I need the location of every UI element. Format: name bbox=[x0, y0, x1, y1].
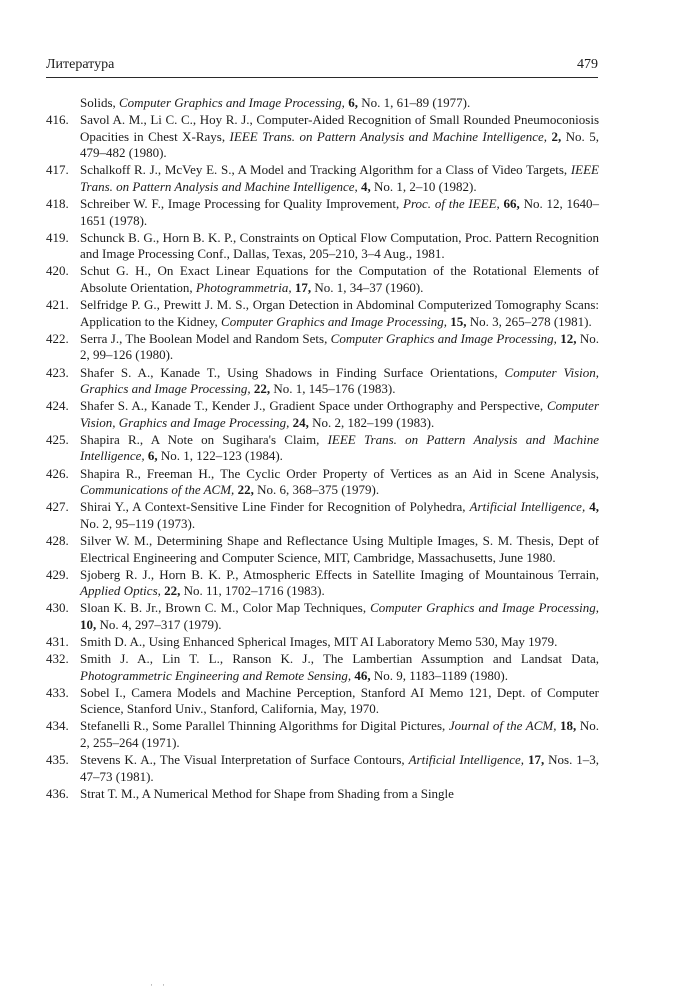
reference-list bbox=[46, 95, 599, 803]
reference-entry bbox=[46, 95, 599, 112]
reference-text: Smith J. A., Lin T. L., Ranson K. J., The Lambertian Assumption and Landsat Data, bbox=[80, 651, 599, 667]
reference-text: No. 6, 368–375 (1979). bbox=[253, 482, 380, 498]
reference-text: Solids, bbox=[80, 95, 120, 110]
reference-text: No. 1, 122–123 (1984). bbox=[157, 448, 283, 464]
reference-entry bbox=[46, 718, 599, 751]
reference-entry bbox=[46, 196, 599, 229]
reference-entry bbox=[46, 230, 599, 263]
reference-text: Schunck B. G., Horn B. K. P., Constraints on Optical Flow Computation, Proc. Pattern Recognition and Image Processing Conf., Dallas, Texas, 205–210, 3–4 Aug., 1981. bbox=[80, 229, 599, 262]
reference-text: Sobel I., Camera Models and Machine Perception, Stanford AI Memo 121, Dept. of Computer Science, Stanford Univ., Stanford, California, May, 1970. bbox=[80, 684, 599, 717]
reference-number: 433. bbox=[46, 684, 69, 700]
reference-text: No. 1, 34–37 (1960). bbox=[311, 280, 424, 296]
reference-entry bbox=[46, 432, 599, 465]
reference-entry bbox=[46, 297, 599, 330]
journal-title: IEEE Trans. on Pattern Analysis and Machine Intelligence, bbox=[80, 431, 599, 464]
reference-number: 431. bbox=[46, 634, 69, 649]
journal-title: Photogrammetric Engineering and Remote Sensing, bbox=[80, 667, 352, 683]
reference-number: 416. bbox=[46, 112, 69, 128]
reference-text: Shafer S. A., Kanade T., Kender J., Gradient Space under Orthography and Perspective, bbox=[80, 398, 547, 414]
reference-number: 419. bbox=[46, 229, 69, 245]
reference-text: Silver W. M., Determining Shape and Reflectance Using Multiple Images, S. M. Thesis, Dept of Electrical Engineering and Computer Science, MIT, Cambridge, Massachusetts, June 1980. bbox=[80, 532, 599, 565]
journal-title: Computer Graphics and Image Processing, bbox=[221, 313, 447, 329]
reference-text: Serra J., The Boolean Model and Random Sets, bbox=[80, 330, 331, 346]
volume-number: 15, bbox=[450, 313, 467, 329]
reference-number: 434. bbox=[46, 718, 69, 734]
scan-specks: · · bbox=[150, 980, 165, 990]
journal-title: Journal of the ACM, bbox=[448, 718, 557, 734]
reference-entry bbox=[46, 112, 599, 162]
reference-entry bbox=[46, 331, 599, 364]
reference-entry bbox=[46, 685, 599, 718]
volume-number: 6, bbox=[348, 95, 358, 110]
reference-number: 418. bbox=[46, 196, 69, 212]
reference-number: 427. bbox=[46, 499, 69, 515]
reference-text: Strat T. M., A Numerical Method for Shape from Shading from a Single bbox=[80, 785, 454, 801]
volume-number: 22, bbox=[237, 482, 254, 498]
reference-text: No. 5, 479–482 (1980). bbox=[80, 128, 599, 161]
reference-number: 436. bbox=[46, 785, 69, 801]
reference-number: 423. bbox=[46, 364, 69, 380]
reference-text: No. 11, 1702–1716 (1983). bbox=[180, 583, 325, 599]
reference-number: 420. bbox=[46, 263, 69, 279]
reference-text: No. 1, 145–176 (1983). bbox=[270, 381, 396, 397]
reference-text: Selfridge P. G., Prewitt J. M. S., Organ Detection in Abdominal Computerized Tomography Scans: Application to the Kidney, bbox=[80, 297, 599, 329]
reference-entry bbox=[46, 567, 599, 600]
reference-text: Shapira R., A Note on Sugihara's Claim, bbox=[80, 431, 328, 447]
reference-entry bbox=[46, 752, 599, 785]
running-header bbox=[46, 55, 598, 78]
reference-text: Schreiber W. F., Image Processing for Quality Improvement, bbox=[80, 196, 404, 212]
reference-text: Sjoberg R. J., Horn B. K. P., Atmospheric Effects in Satellite Imaging of Mountainous Terrain, bbox=[80, 566, 599, 582]
reference-number: 435. bbox=[46, 752, 69, 768]
volume-number: 46, bbox=[354, 667, 371, 683]
reference-number: 430. bbox=[46, 600, 69, 616]
reference-entry bbox=[46, 600, 599, 633]
volume-number: 22, bbox=[253, 381, 271, 397]
reference-text: Stevens K. A., The Visual Interpretation of Surface Contours, bbox=[80, 752, 409, 768]
reference-entry bbox=[46, 786, 599, 803]
journal-title: Proc. of the IEEE, bbox=[403, 196, 500, 212]
reference-text: Shirai Y., A Context-Sensitive Line Finder for Recognition of Polyhedra, bbox=[80, 499, 470, 515]
volume-number: 4, bbox=[589, 499, 599, 515]
volume-number: 6, bbox=[147, 448, 158, 464]
reference-text: Nos. 1–3, 47–73 (1981). bbox=[80, 752, 599, 784]
journal-title: IEEE Trans. on Pattern Analysis and Machine Intelligence, bbox=[80, 162, 599, 194]
journal-title: Artificial Intelligence, bbox=[408, 752, 525, 768]
journal-title: Communications of the ACM, bbox=[80, 482, 235, 498]
reference-entry bbox=[46, 533, 599, 566]
page-number: 479 bbox=[577, 57, 598, 72]
journal-title: Computer Graphics and Image Processing, bbox=[370, 600, 599, 616]
journal-title: Computer Vision, Graphics and Image Processing, bbox=[80, 398, 599, 430]
reference-number: 426. bbox=[46, 465, 69, 481]
reference-number: 421. bbox=[46, 297, 69, 313]
reference-text: Shafer S. A., Kanade T., Using Shadows in Finding Surface Orientations, bbox=[80, 364, 505, 380]
journal-title: Computer Graphics and Image Processing, bbox=[119, 95, 345, 110]
reference-text: No. 2, 182–199 (1983). bbox=[308, 414, 435, 430]
reference-entry bbox=[46, 651, 599, 684]
reference-text: No. 1, 2–10 (1982). bbox=[370, 178, 477, 194]
reference-number: 424. bbox=[46, 398, 69, 414]
reference-entry bbox=[46, 466, 599, 499]
reference-text: Savol A. M., Li C. C., Hoy R. J., Computer-Aided Recognition of Small Rounded Pneumoconiosis Opacities in Chest X-Rays, bbox=[80, 112, 599, 144]
journal-title: IEEE Trans. on Pattern Analysis and Machine Intelligence, bbox=[229, 128, 548, 144]
journal-title: Applied Optics, bbox=[80, 583, 161, 599]
reference-text: Schut G. H., On Exact Linear Equations for the Computation of the Rotational Elements of Absolute Orientation, bbox=[80, 263, 599, 296]
volume-number: 4, bbox=[361, 178, 371, 194]
journal-title: Computer Vision, Graphics and Image Processing, bbox=[80, 364, 599, 397]
reference-entry bbox=[46, 398, 599, 431]
reference-entry bbox=[46, 162, 599, 195]
reference-text: No. 1, 61–89 (1977). bbox=[357, 95, 471, 110]
reference-text: Schalkoff R. J., McVey E. S., A Model and Tracking Algorithm for a Class of Video Targets, bbox=[80, 162, 571, 178]
reference-number: 422. bbox=[46, 330, 69, 346]
volume-number: 17, bbox=[527, 752, 545, 768]
reference-text: Shapira R., Freeman H., The Cyclic Order Property of Vertices as an Aid in Scene Analysis, bbox=[80, 465, 599, 481]
reference-text: Smith D. A., Using Enhanced Spherical Images, MIT AI Laboratory Memo 530, May 1979. bbox=[80, 634, 558, 649]
reference-number: 429. bbox=[46, 566, 69, 582]
reference-number: 425. bbox=[46, 431, 69, 447]
reference-entry bbox=[46, 634, 599, 651]
journal-title: Photogrammetria, bbox=[195, 280, 292, 296]
reference-entry bbox=[46, 365, 599, 398]
volume-number: 18, bbox=[560, 718, 577, 734]
reference-number: 428. bbox=[46, 532, 69, 548]
reference-entry bbox=[46, 499, 599, 532]
journal-title: Computer Graphics and Image Processing, bbox=[330, 330, 557, 346]
reference-text: No. 3, 265–278 (1981). bbox=[466, 313, 592, 329]
volume-number: 24, bbox=[292, 414, 309, 430]
volume-number: 2, bbox=[551, 128, 562, 144]
reference-number: 417. bbox=[46, 162, 69, 178]
reference-text: No. 12, 1640–1651 (1978). bbox=[80, 196, 600, 228]
journal-title: Artificial Intelligence, bbox=[469, 499, 586, 515]
reference-text: No. 9, 1183–1189 (1980). bbox=[370, 667, 508, 683]
volume-number: 22, bbox=[164, 583, 181, 599]
reference-text: No. 2, 95–119 (1973). bbox=[80, 515, 196, 531]
reference-text: Stefanelli R., Some Parallel Thinning Algorithms for Digital Pictures, bbox=[80, 718, 449, 734]
header-title: Литература bbox=[46, 57, 115, 72]
reference-text: No. 2, 99–126 (1980). bbox=[80, 330, 600, 363]
reference-entry bbox=[46, 263, 599, 296]
reference-text: Sloan K. B. Jr., Brown C. M., Color Map Techniques, bbox=[80, 600, 371, 616]
volume-number: 17, bbox=[294, 280, 312, 296]
reference-text: No. 4, 297–317 (1979). bbox=[96, 616, 222, 632]
volume-number: 12, bbox=[560, 330, 577, 346]
reference-number: 432. bbox=[46, 651, 69, 667]
reference-text: No. 2, 255–264 (1971). bbox=[80, 718, 600, 751]
volume-number: 66, bbox=[503, 196, 520, 212]
volume-number: 10, bbox=[80, 616, 97, 632]
